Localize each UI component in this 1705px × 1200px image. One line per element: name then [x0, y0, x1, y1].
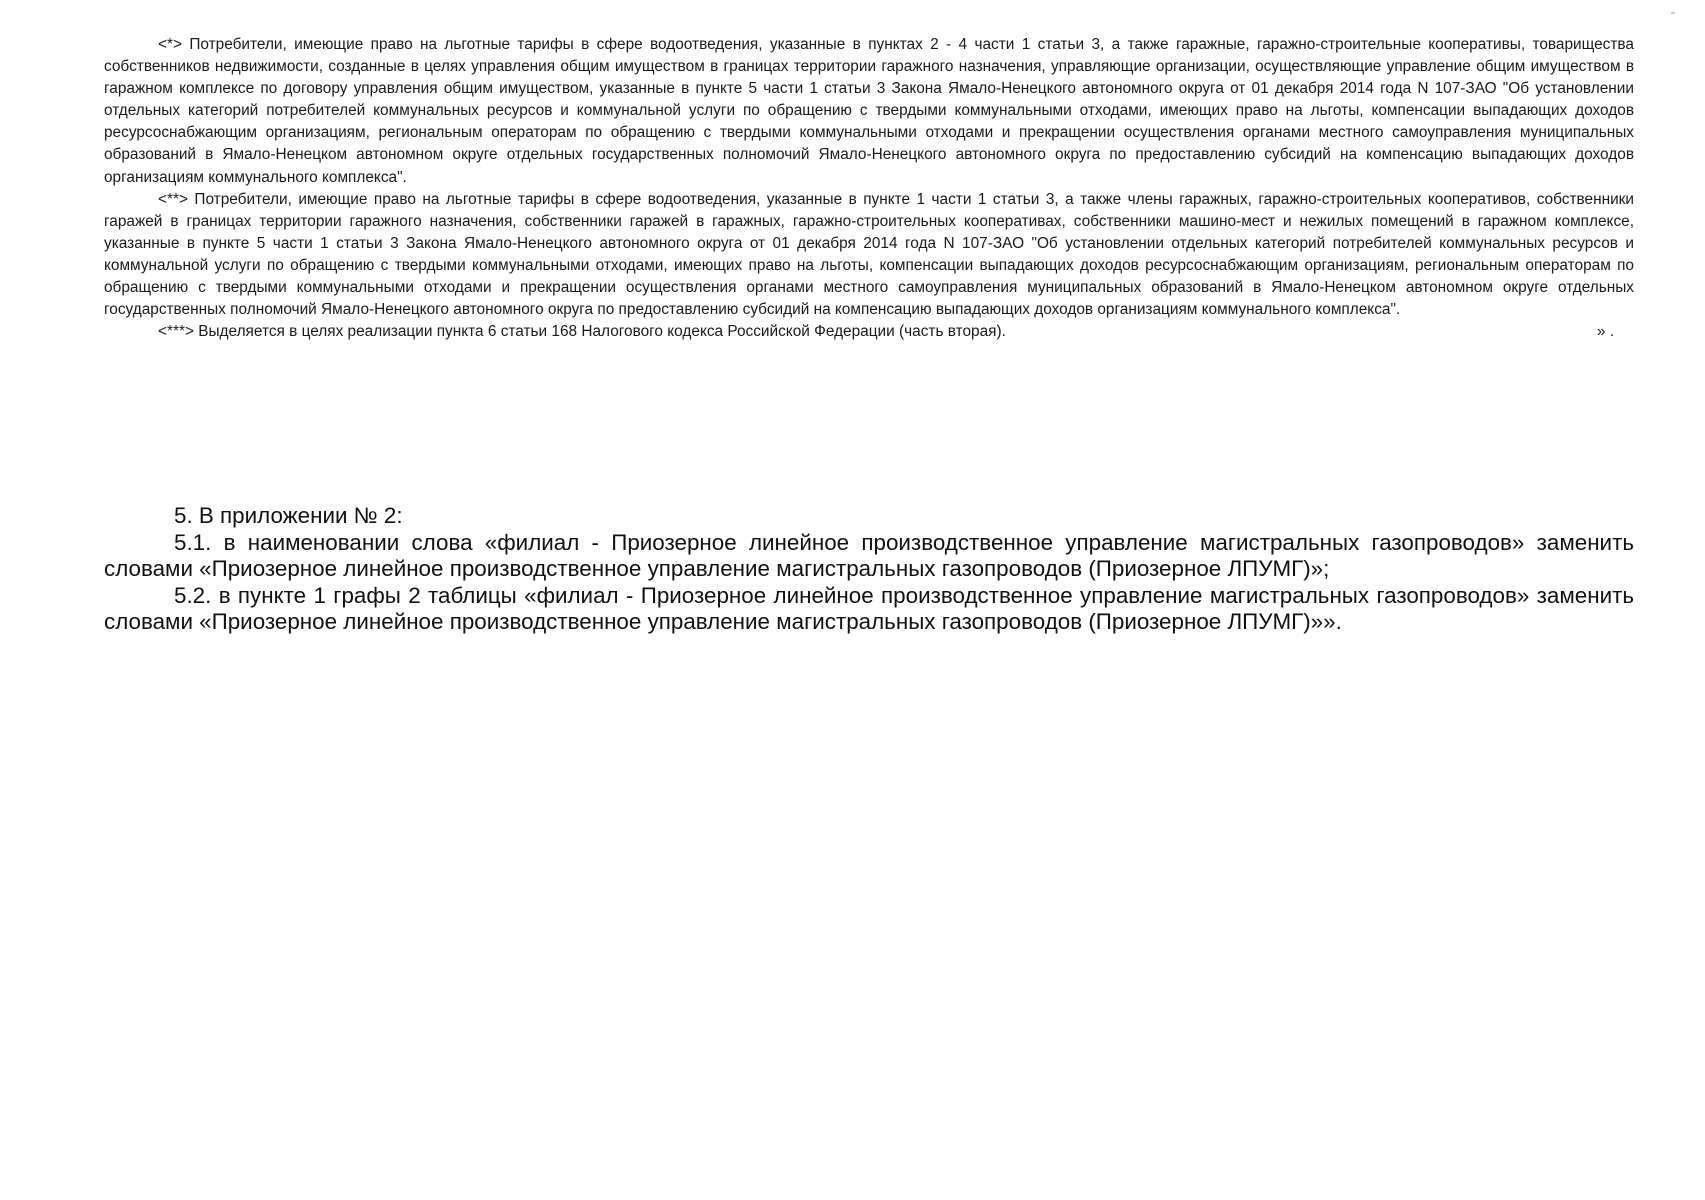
- amendments-block: [104, 503, 1634, 636]
- amendment-5-1: 5.1. в наименовании слова «филиал - Приозерное линейное производственное управление магистральных газопроводов» заменить словами «Приозерное линейное производственное управление магистральных газопроводов (Приозерное ЛПУМГ)»;: [104, 529, 1634, 582]
- footnotes-block: [104, 34, 1634, 343]
- footnote-3-row: [104, 321, 1634, 343]
- footnote-1: <*> Потребители, имеющие право на льготные тарифы в сфере водоотведения, указанные в пунктах 2 - 4 части 1 статьи 3, а также гаражные, гаражно-строительные кооперативы, товарищества собственников недвижимости, созданные в целях управления общим имуществом в границах территории гаражного назначения, управляющие организации, осуществляющие управление общим имуществом в гаражном комплексе по договору управления общим имуществом, указанные в пункте 5 части 1 статьи 3 Закона Ямало-Ненецкого автономного округа от 01 декабря 2014 года N 107-ЗАО "Об установлении отдельных категорий потребителей коммунальных ресурсов и коммунальной услуги по обращению с твердыми коммунальными отходами, имеющих право на льготы, компенсации выпадающих доходов ресурсоснабжающим организациям, региональным операторам по обращению с твердыми коммунальными отходами и прекращении осуществления органами местного самоуправления муниципальных образований в Ямало-Ненецком автономном округе отдельных государственных полномочий Ямало-Ненецкого автономного округа по предоставлению субсидий на компенсацию выпадающих доходов организациям коммунального комплекса".: [104, 36, 1634, 186]
- amendment-5: 5. В приложении № 2:: [174, 503, 403, 528]
- footnote-2: <**> Потребители, имеющие право на льготные тарифы в сфере водоотведения, указанные в пункте 1 части 1 статьи 3, а также члены гаражных, гаражно-строительных кооперативов, собственники гаражей в границах территории гаражного назначения, собственники гаражей в гаражных, гаражно-строительных кооперативах, собственники машино-мест и нежилых помещений в гаражном комплексе, указанные в пункте 5 части 1 статьи 3 Закона Ямало-Ненецкого автономного округа от 01 декабря 2014 года N 107-ЗАО "Об установлении отдельных категорий потребителей коммунальных ресурсов и коммунальной услуги по обращению с твердыми коммунальными отходами, имеющих право на льготы, компенсации выпадающих доходов ресурсоснабжающим организациям, региональным операторам по обращению с твердыми коммунальными отходами и прекращении осуществления органами местного самоуправления муниципальных образований в Ямало-Ненецком автономном округе отдельных государственных полномочий Ямало-Ненецкого автономного округа по предоставлению субсидий на компенсацию выпадающих доходов организациям коммунального комплекса".: [104, 190, 1634, 319]
- amendment-5-2: 5.2. в пункте 1 графы 2 таблицы «филиал - Приозерное линейное производственное управление магистральных газопроводов» заменить словами «Приозерное линейное производственное управление магистральных газопроводов (Приозерное ЛПУМГ)»».: [104, 582, 1634, 635]
- closing-quote-mark: » .: [1596, 323, 1614, 341]
- scan-speck: [1671, 12, 1675, 14]
- footnote-3: <***> Выделяется в целях реализации пункта 6 статьи 168 Налогового кодекса Российской Федерации (часть вторая).: [158, 323, 1006, 341]
